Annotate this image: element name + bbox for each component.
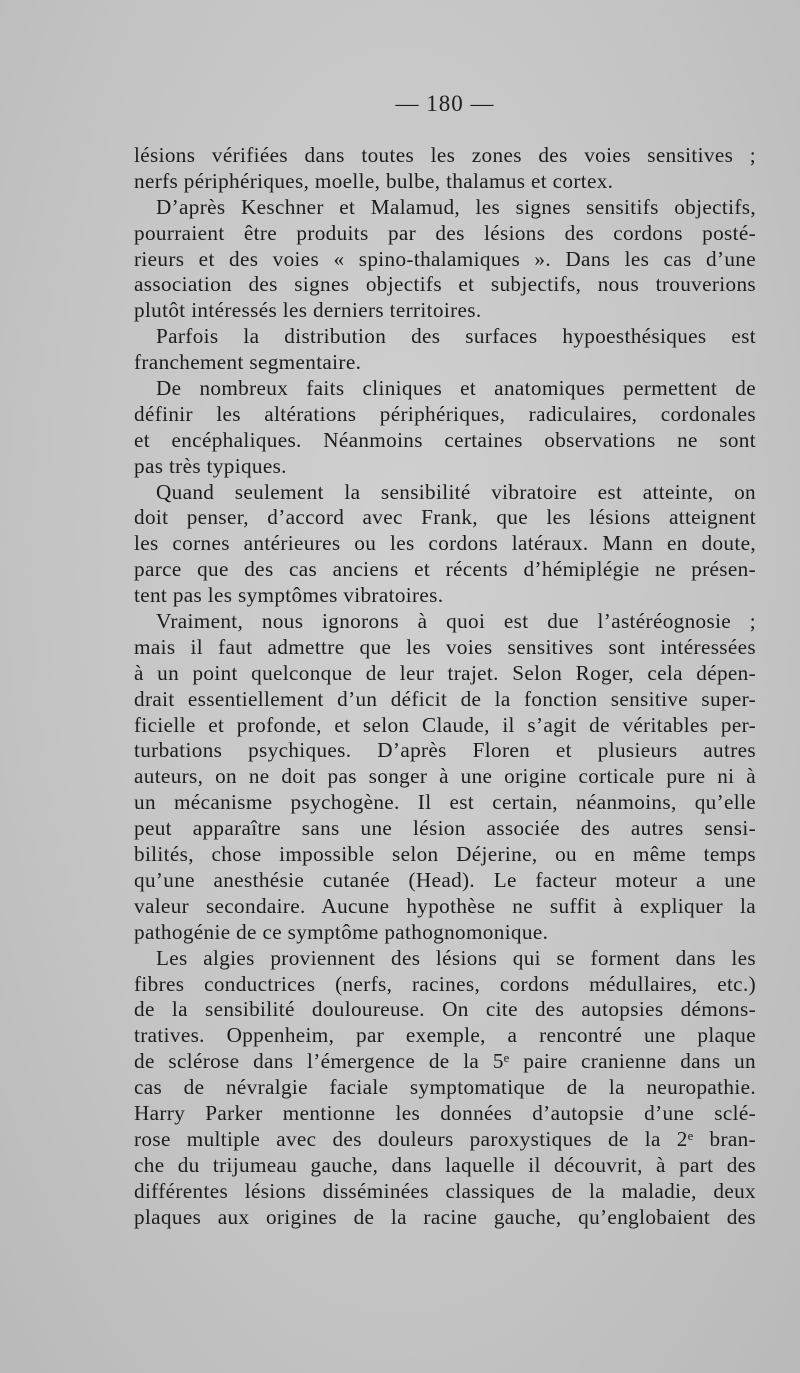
text-line: Parfois la distribution des surfaces hypoesthésiques est (156, 324, 756, 349)
text-line: Quand seulement la sensibilité vibratoire est atteinte, on (156, 479, 756, 504)
text-line: les cornes antérieures ou les cordons latéraux. Mann en doute, (134, 531, 756, 556)
text-line: différentes lésions disséminées classiques de la maladie, deux (134, 1178, 756, 1203)
paragraph (134, 376, 756, 480)
text-line: de la sensibilité douloureuse. On cite des autopsies démons- (134, 997, 756, 1022)
text-line: un mécanisme psychogène. Il est certain, néanmoins, qu’elle (134, 790, 756, 815)
text-line: plaques aux origines de la racine gauche, qu’englobaient des (134, 1204, 756, 1229)
text-line: de sclérose dans l’émergence de la 5ᵉ paire cranienne dans un (134, 1049, 756, 1074)
text-line: pas très typiques. (134, 453, 287, 478)
text-line: bilités, chose impossible selon Déjerine, ou en même temps (134, 842, 756, 867)
text-line: D’après Keschner et Malamud, les signes sensitifs objectifs, (156, 194, 756, 219)
text-line: rieurs et des voies « spino-thalamiques ». Dans les cas d’une (134, 246, 756, 271)
text-line: Les algies proviennent des lésions qui se forment dans les (156, 945, 756, 970)
text-line: Vraiment, nous ignorons à quoi est due l’astéréognosie ; (156, 609, 756, 634)
paragraph (134, 324, 756, 376)
page-number: — 180 — (395, 91, 495, 116)
text-line: plutôt intéressés les derniers territoires. (134, 298, 482, 323)
text-line: pathogénie de ce symptôme pathognomonique. (134, 919, 549, 944)
text-line: rose multiple avec des douleurs paroxystiques de la 2ᵉ bran- (134, 1126, 756, 1151)
text-line: définir les altérations périphériques, radiculaires, cordonales (134, 401, 756, 426)
text-line: qu’une anesthésie cutanée (Head). Le facteur moteur a une (134, 867, 756, 892)
text-line: parce que des cas anciens et récents d’hémiplégie ne présen- (134, 557, 756, 582)
text-line: turbations psychiques. D’après Floren et plusieurs autres (134, 738, 756, 763)
text-line: lésions vérifiées dans toutes les zones des voies sensitives ; (134, 143, 756, 167)
text-line: et encéphaliques. Néanmoins certaines observations ne sont (134, 427, 756, 452)
paragraph (134, 609, 756, 946)
paragraph (134, 195, 756, 324)
text-line: tratives. Oppenheim, par exemple, a rencontré une plaque (134, 1023, 756, 1048)
text-line: che du trijumeau gauche, dans laquelle il découvrit, à part des (134, 1152, 756, 1177)
text-line: doit penser, d’accord avec Frank, que les lésions atteignent (134, 505, 756, 530)
text-line: pourraient être produits par des lésions des cordons posté- (134, 220, 756, 245)
text-line: valeur secondaire. Aucune hypothèse ne suffit à expliquer la (134, 893, 756, 918)
text-line: peut apparaître sans une lésion associée des autres sensi- (134, 816, 756, 841)
body-text (134, 143, 756, 1230)
text-line: auteurs, on ne doit pas songer à une origine corticale pure ni à (134, 764, 756, 789)
text-line: association des signes objectifs et subjectifs, nous trouverions (134, 272, 756, 297)
text-line: tent pas les symptômes vibratoires. (134, 583, 444, 608)
text-line: fibres conductrices (nerfs, racines, cordons médullaires, etc.) (134, 971, 756, 996)
text-line: cas de névralgie faciale symptomatique de la neuropathie. (134, 1075, 756, 1100)
paragraph (134, 946, 756, 1231)
text-line: nerfs périphériques, moelle, bulbe, thalamus et cortex. (134, 168, 614, 193)
text-line: mais il faut admettre que les voies sensitives sont intéressées (134, 634, 756, 659)
text-line: De nombreux faits cliniques et anatomiques permettent de (156, 376, 756, 401)
text-line: ficielle et profonde, et selon Claude, il s’agit de véritables per- (134, 712, 756, 737)
text-line: franchement segmentaire. (134, 350, 362, 375)
text-line: drait essentiellement d’un déficit de la fonction sensitive super- (134, 686, 756, 711)
paragraph (134, 480, 756, 609)
paragraph (134, 143, 756, 195)
text-line: Harry Parker mentionne les données d’autopsie d’une sclé- (134, 1100, 756, 1125)
text-line: à un point quelconque de leur trajet. Selon Roger, cela dépen- (134, 660, 756, 685)
